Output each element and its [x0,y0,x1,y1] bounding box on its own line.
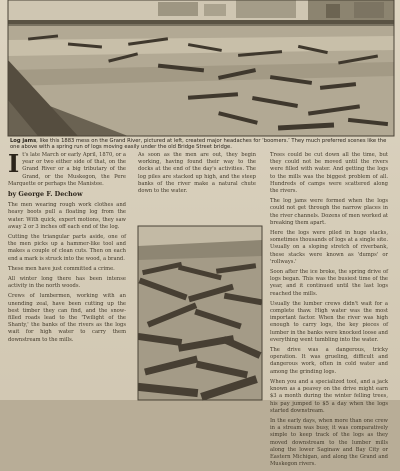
paragraph: The log jams were formed when the logs could not get through the narrow places in the river channels. Dozens of men worked at breaking them apart. [270,198,388,226]
photo-caption [10,138,392,151]
paragraph: Here the logs were piled in huge stacks, sometimes thousands of logs at a single site. Usually on a sloping stretch of riverbank, these stacks were known as 'dumps' or 'rollways.' [270,230,388,265]
drop-cap: I [8,149,20,178]
caption-label: Log jams [10,138,37,144]
caption-text: , like this 1883 mess on the Grand River, pictured at left, created major headaches for ‘boomers.’ They much preferred scenes like the one above with a spring run of logs moving easily under the old Bridge Street bridge. [10,138,387,151]
article-column-1 [8,149,126,347]
article-column-3 [270,152,388,471]
paragraph: These men have just committed a crime. [8,265,115,272]
paragraph: The men wearing rough work clothes and heavy boots pull a floating log from the water. With quick, expert motions, they saw away 2 or 3 inches off each end of the log. [8,202,126,230]
paragraph: In the early days, when more than one crew in a stream was busy, it was comparatively simple to keep track of the logs as they moved downstream to the lumber mills along the lower Saginaw and Bay City or Eastern Michigan, and along the Grand and Muskegon rivers. [270,417,388,468]
paragraph: All winter long there has been intense activity in the north woods. [8,276,126,290]
paragraph: The drive was a dangerous, tricky operation. It was grueling, difficult and dangerous work, often in cold water and among the grinding logs. [270,347,388,375]
paragraph: t's late March or early April, 1870, or a year or two either side of that, on the Grand River or a big tributary of the Grand, or the Muskegon, the Pere Marquette or perhaps the Manistee. [8,152,126,187]
log-jam-photo [138,226,262,400]
paragraph: Cutting the triangular parts aside, one of the men picks up a hammer-like tool and makes a couple of clean cuts. Then on each end a mark is struck into the wood, a brand. [8,234,126,262]
paragraph: When you and a specialized tool, and a jack known as a peavey on the drive might earn $3 a month during the winter felling trees, his pay jumped to $5 a day when the logs started downstream. [270,378,388,414]
paragraph: Soon after the ice broke, the spring drive of logs began. This was the busiest time of the year, and it continued until the last logs reached the mills. [270,269,388,297]
river-log-drive-photo [8,0,394,136]
byline: by George F. Dechow [8,190,83,199]
paragraph: Trees could be cut down all the time, but they could not be moved until the rivers were filled with water. And getting the logs to the mills was the biggest problem of all. Hundreds of camps were scattered along the rivers. [270,152,388,195]
paragraph: As soon as the men are out, they begin working, having found their way to the docks at the end of the day's activities. The log piles are stacked up high, and the steep banks of the river make a natural chute down to the water. [138,152,256,195]
paragraph: Usually the lumber crews didn't wait for a complete thaw. High water was the most important factor. When the river was high enough to carry logs, the key pieces of lumber in the banks were knocked loose and everything went tumbling into the water. [270,300,388,343]
paragraph: Crews of lumbermen, working with an unending zeal, have been cutting up the best timber they can find, and the snow-filled roads lead to the 'Twilight of the Shanty,' the banks of the rivers as the logs wait for high water to carry them downstream to the mills. [8,293,126,343]
article-column-2 [138,152,256,198]
